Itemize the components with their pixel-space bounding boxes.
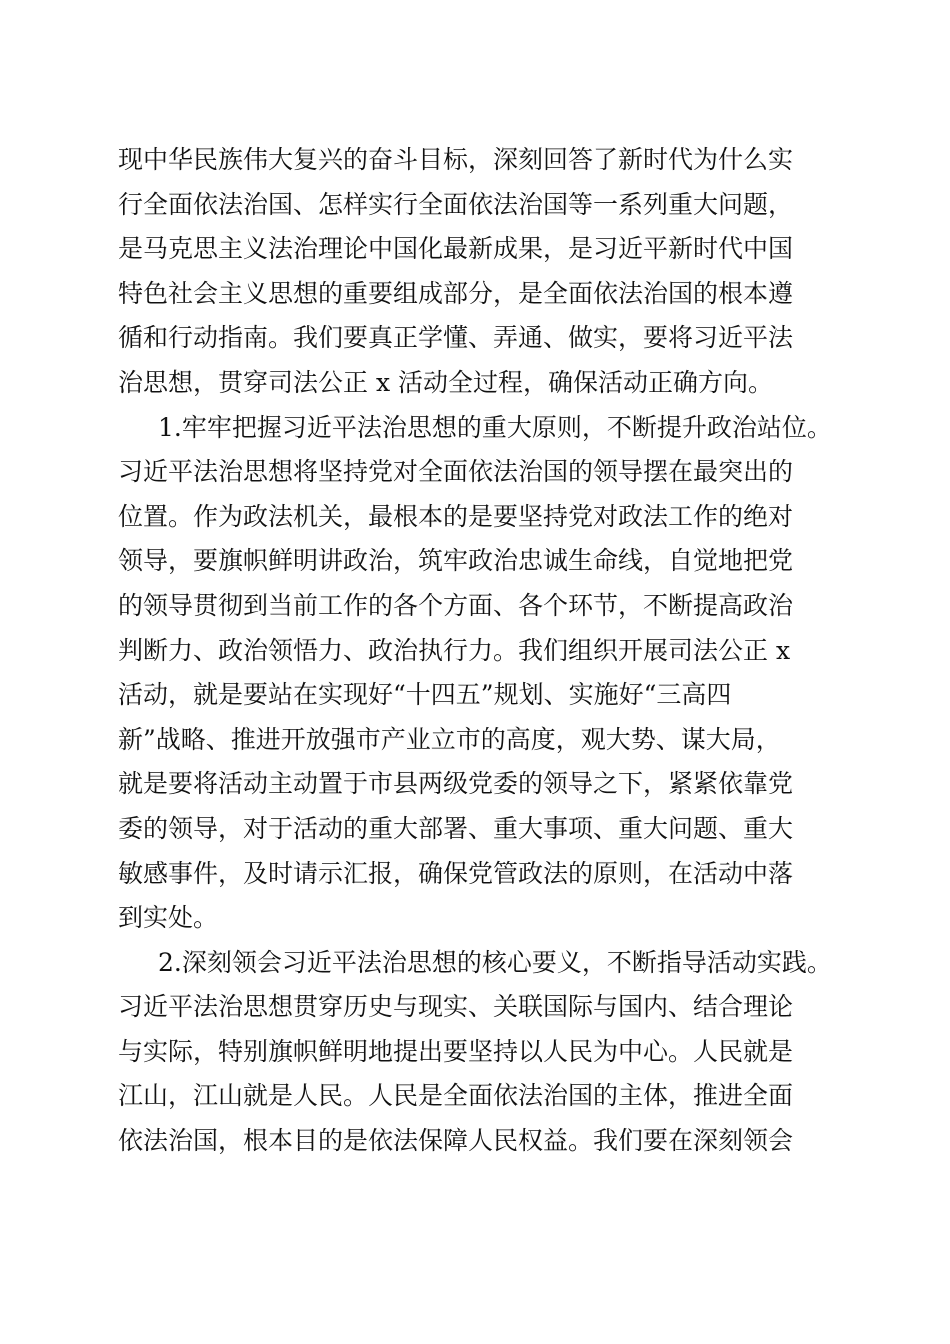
paragraph-2	[118, 406, 838, 941]
text-line: 江山，江山就是人民。人民是全面依法治国的主体，推进全面	[118, 1081, 794, 1111]
text-line: 现中华民族伟大复兴的奋斗目标，深刻回答了新时代为什么实	[118, 145, 794, 174]
text-line: 行全面依法治国、怎样实行全面依法治国等一系列重大问题，	[118, 189, 794, 219]
document-body	[118, 138, 838, 1164]
text-line: 敏感事件，及时请示汇报，确保党管政法的原则，在活动中落	[118, 858, 794, 888]
text-line: 治思想，贯穿司法公正 x 活动全过程，确保活动正确方向。	[118, 367, 773, 397]
text-line: 循和行动指南。我们要真正学懂、弄通、做实，要将习近平法	[118, 323, 794, 353]
text-line: 新”战略、推进开放强市产业立市的高度，观大势、谋大局，	[118, 724, 781, 754]
text-line: 位置。作为政法机关，最根本的是要坚持党对政法工作的绝对	[118, 501, 794, 531]
text-line: 就是要将活动主动置于市县两级党委的领导之下，紧紧依靠党	[118, 769, 794, 799]
text-line: 依法治国，根本目的是依法保障人民权益。我们要在深刻领会	[118, 1126, 794, 1156]
text-line: 到实处。	[118, 903, 219, 933]
text-line: 与实际，特别旗帜鲜明地提出要坚持以人民为中心。人民就是	[118, 1036, 794, 1066]
text-line: 领导，要旗帜鲜明讲政治，筑牢政治忠诚生命线，自觉地把党	[118, 546, 794, 576]
text-line: 是马克思主义法治理论中国化最新成果，是习近平新时代中国	[118, 234, 794, 264]
text-line: 的领导贯彻到当前工作的各个方面、各个环节，不断提高政治	[118, 590, 794, 620]
text-line: 判断力、政治领悟力、政治执行力。我们组织开展司法公正 x	[118, 635, 791, 665]
section-heading-line: 1.牢牢把握习近平法治思想的重大原则，不断提升政治站位。	[158, 412, 832, 442]
text-line: 习近平法治思想贯穿历史与现实、关联国际与国内、结合理论	[118, 992, 794, 1022]
paragraph-1	[118, 138, 838, 406]
section-heading-line: 2.深刻领会习近平法治思想的核心要义，不断指导活动实践。	[158, 947, 832, 977]
paragraph-3	[118, 941, 838, 1164]
text-line: 委的领导，对于活动的重大部署、重大事项、重大问题、重大	[118, 813, 794, 843]
text-line: 习近平法治思想将坚持党对全面依法治国的领导摆在最突出的	[118, 457, 794, 487]
text-line: 特色社会主义思想的重要组成部分，是全面依法治国的根本遵	[118, 278, 794, 308]
text-line: 活动，就是要站在实现好“十四五”规划、实施好“三高四	[118, 680, 732, 710]
